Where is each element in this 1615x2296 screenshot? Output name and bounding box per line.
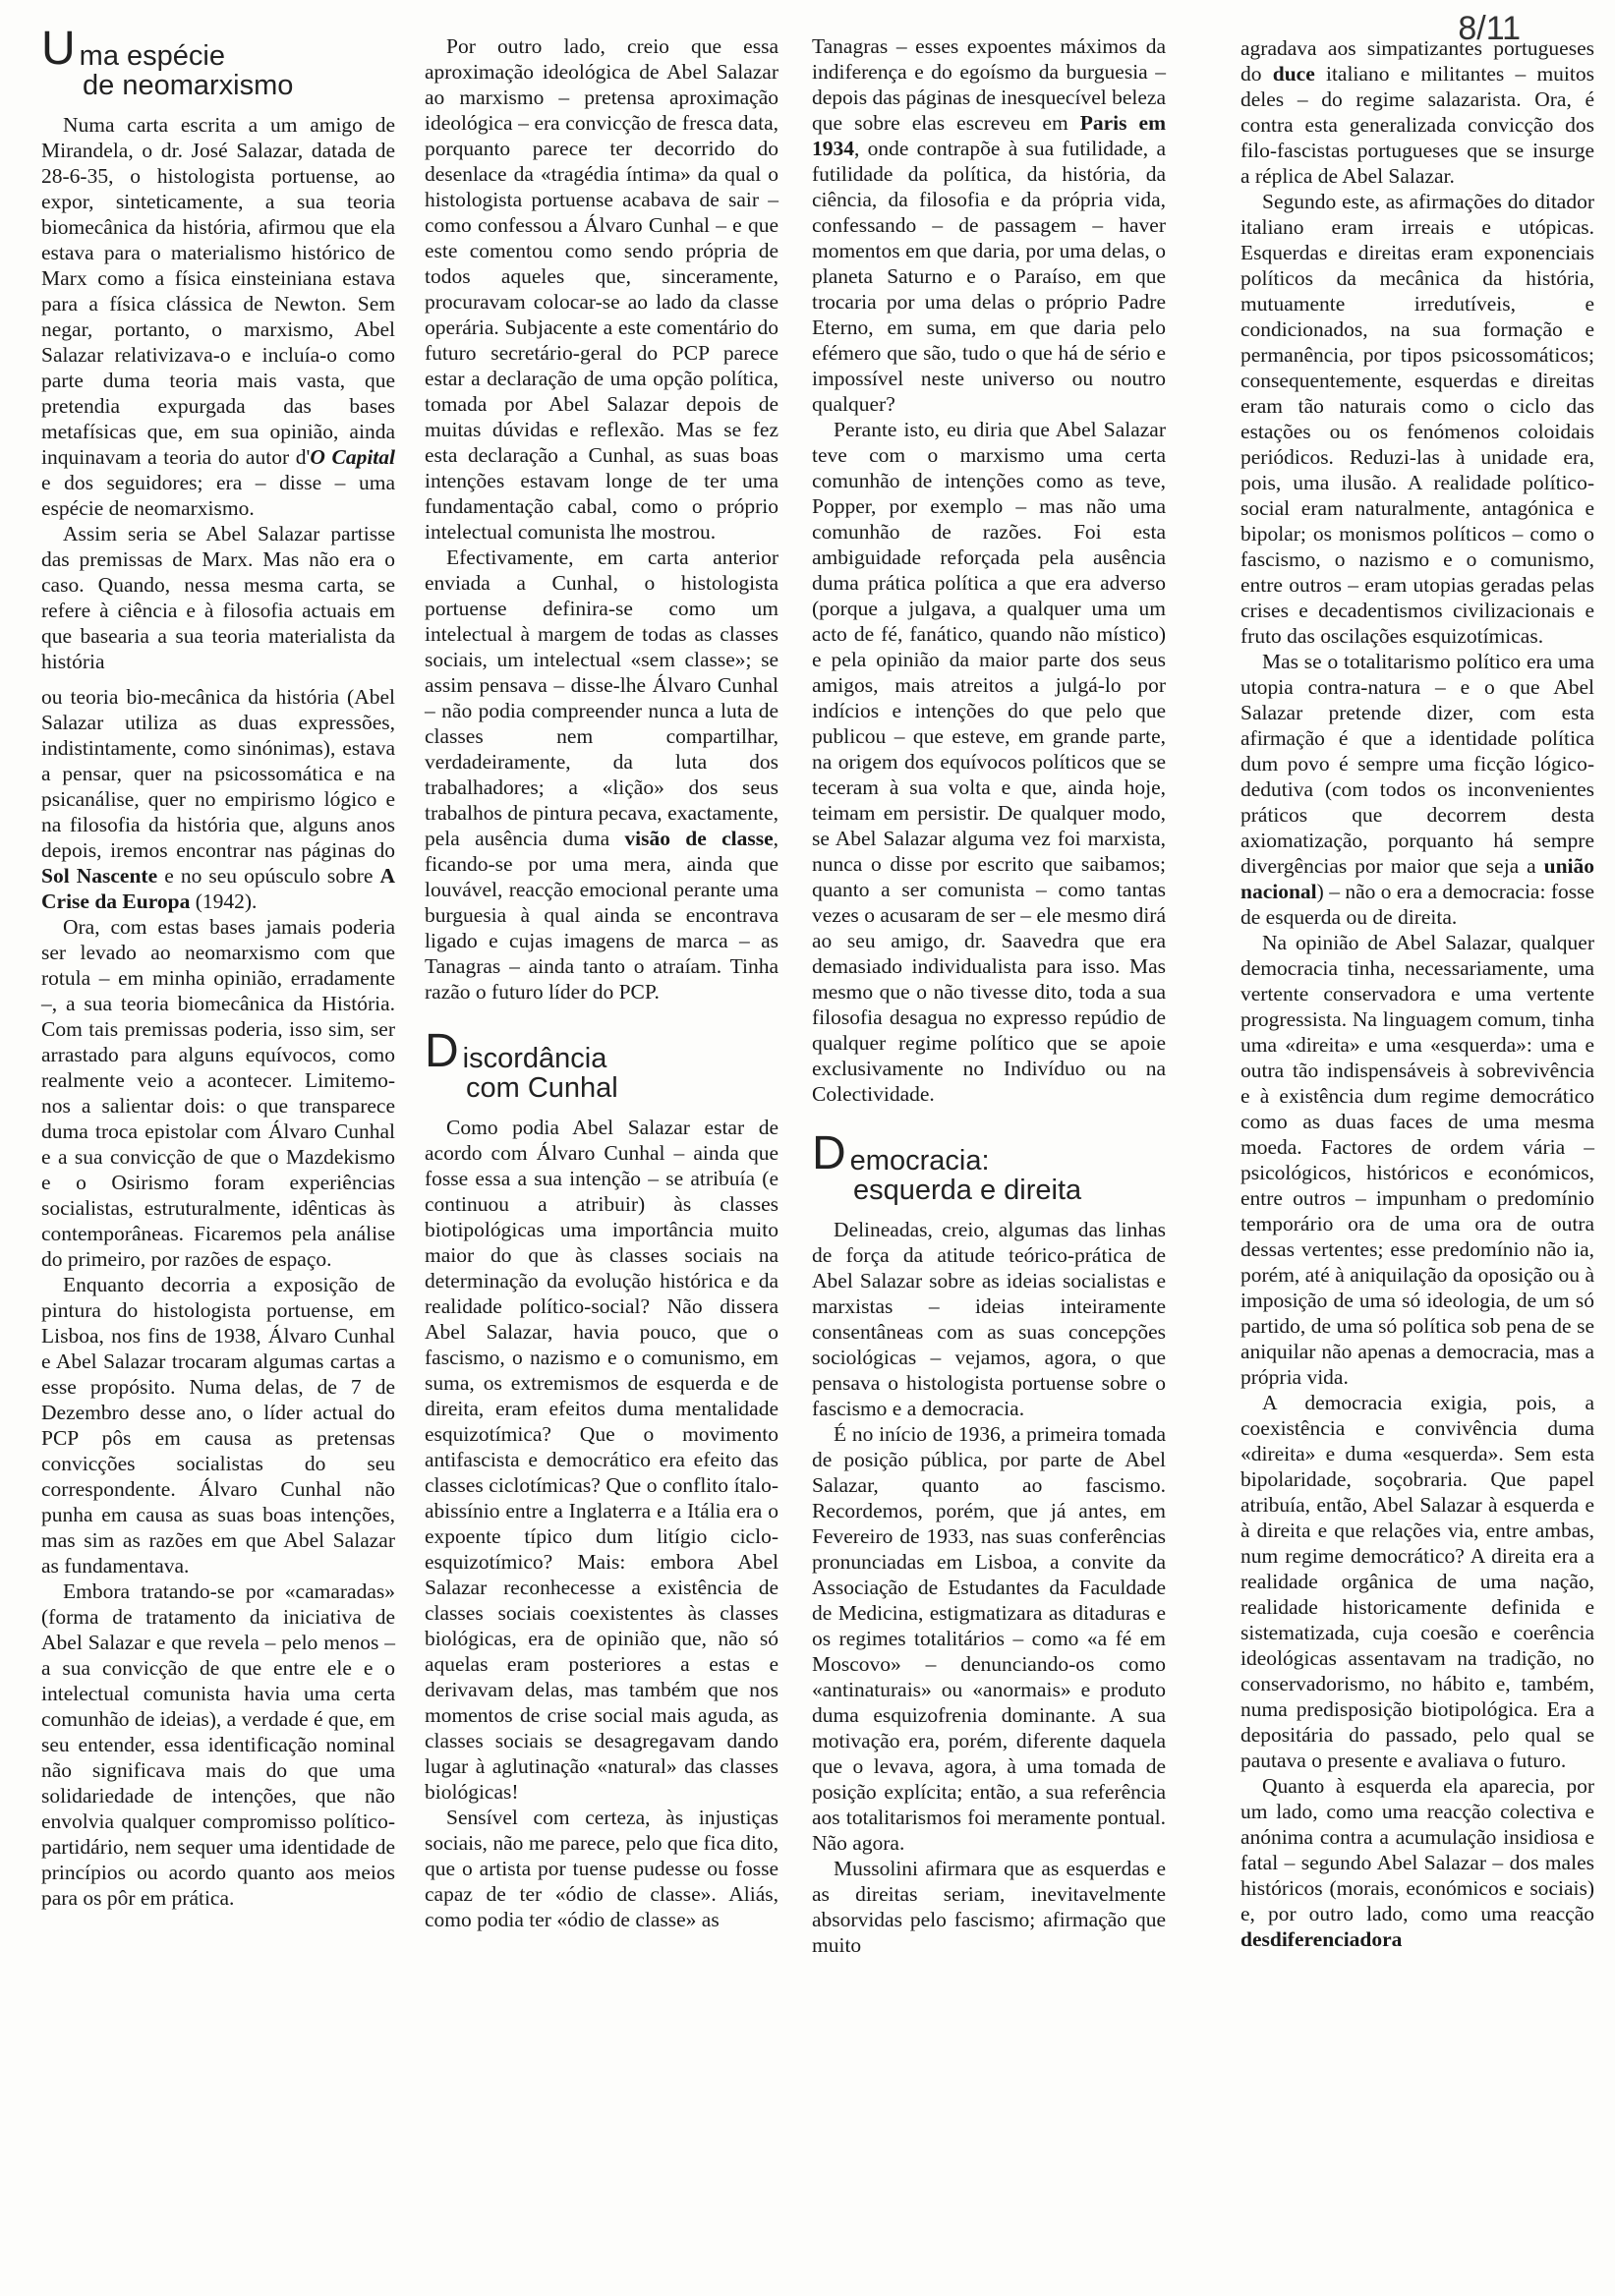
paragraph: Embora tratando-se por «camaradas» (forma de tratamento da iniciativa de Abel Salazar e que revela – pelo menos – a sua convicção de que entre ele e o intelectual comunista havia uma certa comunhão de ideias), a verdade é que, em seu entender, essa identificação nominal não significava mais do que uma solidariedade de intenções, que não envolvia qualquer compromisso político-partidário, nem sequer uma identidade de princípios ou acordo quanto aos meios para os pôr em prática. <box>41 1579 395 1910</box>
paragraph: ou teoria bio-mecânica da história (Abel Salazar utiliza as duas expressões, indistintamente, como sinónimas), estava a pensar, quer na psicossomática e na psicanálise, quer no empirismo lógico e na filosofia da história que, alguns anos depois, iremos encontrar nas páginas do Sol Nascente e no seu opúsculo sobre A Crise da Europa (1942). <box>41 685 395 913</box>
column-1 <box>41 23 395 1911</box>
column-4 <box>1240 29 1594 1952</box>
column-3 <box>812 33 1166 1958</box>
page-number: 8/11 <box>1458 10 1521 47</box>
paragraph: Sensível com certeza, às injustiças sociais, não me parece, pelo que fica dito, que o artista por tuense pudesse ou fosse capaz de ter «ódio de classe». Aliás, como podia ter «ódio de classe» as <box>425 1806 779 1931</box>
paragraph: Delineadas, creio, algumas das linhas de força da atitude teórico-prática de Abel Salazar sobre as ideias socialistas e marxistas – ideias inteiramente consentâneas com as suas concepções sociológicas – vejamos, agora, o que pensava o histologista portuense sobre o fascismo e a democracia. <box>812 1218 1166 1420</box>
heading-line-2: de neomarxismo <box>83 70 294 101</box>
paragraph: Numa carta escrita a um amigo de Mirandela, o dr. José Salazar, datada de 28-6-35, o histologista portuense, ao expor, sinteticamente, a sua teoria biomecânica da história, afirmou que ela estava para o materialismo histórico de Marx como a física einsteiniana estava para a física clássica de Newton. Sem negar, portanto, o marxismo, Abel Salazar relativizava-o e incluía-o como parte duma teoria mais vasta, que pretendia expurgada das bases metafísicas que, em sua opinião, ainda inquinavam a teoria do autor d'O Capital e dos seguidores; era – disse – uma espécie de neomarxismo. <box>41 113 395 520</box>
paragraph: É no início de 1936, a primeira tomada de posição pública, por parte de Abel Salazar, quanto ao fascismo. Recordemos, porém, que já antes, em Fevereiro de 1933, nas suas conferências pronunciadas em Lisboa, a convite da Associação de Estudantes da Faculdade de Medicina, estigmatizara as ditaduras e os regimes totalitários – como «a fé em Moscovo» – denunciando-os como «antinaturais» ou «anormais» e produto duma esquizofrenia dominante. A sua motivação era, porém, diferente daquela que o levava, agora, à uma tomada de posição explícita; então, a sua referência aos totalitarismos foi meramente pontual. Não agora. <box>812 1422 1166 1855</box>
heading-line-2: com Cunhal <box>466 1072 618 1104</box>
section-heading-neomarxismo <box>41 23 395 101</box>
heading-line-1: emocracia: <box>849 1145 990 1177</box>
paragraph: agradava aos simpatizantes portugueses do duce italiano e militantes – muitos deles – do regime salazarista. Ora, é contra esta generalizada convicção dos filo-fascistas portugueses que se insurge a réplica de Abel Salazar. <box>1240 36 1594 188</box>
paragraph: Enquanto decorria a exposição de pintura do histologista portuense, em Lisboa, nos fins de 1938, Álvaro Cunhal e Abel Salazar trocaram algumas cartas a esse propósito. Numa delas, de 7 de Dezembro desse ano, o líder actual do PCP pôs em causa as pretensas convicções socialistas do seu correspondente. Álvaro Cunhal não punha em causa as suas boas intenções, mas sim as razões em que Abel Salazar as fundamentava. <box>41 1273 395 1578</box>
paragraph: Ora, com estas bases jamais poderia ser levado ao neomarxismo com que rotula – em minha opinião, erradamente –, a sua teoria biomecânica da História. Com tais premissas poderia, isso sim, ser arrastado para alguns equívocos, como realmente veio a acontecer. Limitemo-nos a salientar dois: o que transparece duma troca epistolar com Álvaro Cunhal e a sua convicção de que o Mazdekismo e o Osirismo foram experiências socialistas, estruturalmente, idênticas às contemporâneas. Ficaremos pela análise do primeiro, por razões de espaço. <box>41 915 395 1271</box>
heading-line-1: iscordância <box>462 1043 607 1074</box>
column-2 <box>425 33 779 1932</box>
heading-initial: D <box>812 1127 846 1179</box>
paragraph: Na opinião de Abel Salazar, qualquer democracia tinha, necessariamente, uma vertente conservadora e uma vertente progressista. Na linguagem comum, tinha uma «direita» e uma «esquerda»: uma e outra tão indispensáveis à sobrevivência e à existência dum regime democrático como as duas faces de uma mesma moeda. Factores de ordem vária – psicológicos, históricos e económicos, entre outros – impunham o predomínio temporário ora de uma ora de outra dessas vertentes; esse predomínio não ia, porém, até à aniquilação da oposição ou à imposição de uma só ideologia, de um só partido, de uma só política sob pena de se aniquilar não apenas a democracia, mas a própria vida. <box>1240 931 1594 1389</box>
heading-line-2: esquerda e direita <box>853 1175 1082 1206</box>
paragraph: Por outro lado, creio que essa aproximação ideológica de Abel Salazar ao marxismo – pretensa aproximação ideológica – era convicção de fresca data, porquanto parece ter decorrido do desenlace da «tragédia íntima» da qual o histologista portuense acabava de sair – como confessou a Álvaro Cunhal – e que este comentou como sendo própria de todos aqueles que, sinceramente, procuravam colocar-se ao lado da classe operária. Subjacente a este comentário do futuro secretário-geral do PCP parece estar a declaração de uma opção política, tomada por Abel Salazar depois de muitas dúvidas e reflexão. Mas se fez esta declaração a Cunhal, as suas boas intenções estavam longe de ter uma fundamentação cabal, como o próprio intelectual comunista lhe mostrou. <box>425 34 779 544</box>
heading-initial: U <box>41 23 76 75</box>
paragraph: Como podia Abel Salazar estar de acordo com Álvaro Cunhal – ainda que fosse essa a sua intenção – se atribuía (e continuou a atribuir) às classes biotipológicas uma importância muito maior do que às classes sociais na determinação da evolução histórica e da realidade político-social? Não dissera Abel Salazar, havia pouco, que o fascismo, o nazismo e o comunismo, em suma, os extremismos de esquerda e de direita, eram efeitos duma mentalidade esquizotímica? Que o movimento antifascista e democrático era efeito das classes ciclotímicas? Que o conflito ítalo-abissínio entre a Inglaterra e a Itália era o expoente típico dum litígio ciclo-esquizotímico? Mais: embora Abel Salazar reconhecesse a existência de classes sociais coexistentes às classes biológicas, era de opinião que, não só aquelas eram posteriores a estas e derivavam delas, mas também que nos momentos de crise social mais aguda, as classes sociais se desagregavam dando lugar à aglutinação «natural» das classes biológicas! <box>425 1116 779 1804</box>
section-heading-democracia <box>812 1127 1166 1206</box>
paragraph: Mussolini afirmara que as esquerdas e as direitas seriam, inevitavelmente absorvidas pelo fascismo; afirmação que muito <box>812 1857 1166 1957</box>
heading-line-1: ma espécie <box>79 40 225 72</box>
paragraph: Segundo este, as afirmações do ditador italiano eram irreais e utópicas. Esquerdas e direitas eram exponenciais políticos da mecânica da história, mutuamente irredutíveis, e condicionados, na sua formação e permanência, por tipos psicossomáticos; consequentemente, esquerdas e direitas eram tão naturais como o ciclo das estações ou os fenómenos coloidais periódicos. Reduzi-las à unidade era, pois, uma ilusão. A realidade político-social eram naturalmente, antagónica e bipolar; os monismos políticos – como o fascismo, o nazismo e o comunismo, entre outros – eram utopias geradas pelas crises e decadentismos civilizacionais e fruto das oscilações esquizotímicas. <box>1240 190 1594 648</box>
heading-initial: D <box>425 1025 459 1077</box>
paragraph: A democracia exigia, pois, a coexistência e convivência duma «direita» e duma «esquerda». Sem esta bipolaridade, soçobraria. Que papel atribuía, então, Abel Salazar à esquerda e à direita e que relações via, entre ambas, num regime democrático? A direita era a realidade orgânica de uma nação, realidade historicamente definida e sistematizada, cuja coesão e coerência ideológicas assentavam na tradição, no conservadorismo, no hábito e, também, numa predisposição biotipológica. Era a depositária do passado, pelo qual se pautava o presente e avaliava o futuro. <box>1240 1391 1594 1772</box>
paragraph: Tanagras – esses expoentes máximos da indiferença e do egoísmo da burguesia – depois das páginas de inesquecível beleza que sobre elas escreveu em Paris em 1934, onde contrapõe à sua futilidade, a futilidade da política, da história, da ciência, da filosofia e da própria vida, confessando – de passagem – haver momentos em que daria, por uma delas, o planeta Saturno e o Paraíso, em que trocaria por uma delas o próprio Padre Eterno, em suma, em que daria pelo efémero que são, tudo o que há de sério e impossível neste universo ou noutro qualquer? <box>812 34 1166 416</box>
paragraph: Quanto à esquerda ela aparecia, por um lado, como uma reacção colectiva e anónima contra a acumulação insidiosa e fatal – segundo Abel Salazar – dos males históricos (morais, económicos e sociais) e, por outro lado, como uma reacção desdiferenciadora <box>1240 1774 1594 1951</box>
paragraph: Perante isto, eu diria que Abel Salazar teve com o marxismo uma certa comunhão de intenções como as teve, Popper, por exemplo – mas não uma comunhão de razões. Foi esta ambiguidade reforçada pela ausência duma prática política a que era adverso (porque a julgava, a qualquer uma um acto de fé, fanático, quando não místico) e pela opinião da maior parte dos seus amigos, mais atreitos a julgá-lo por indícios e intenções do que pelo que publicou – que esteve, em grande parte, na origem dos equívocos políticos que se teceram à sua volta e que, ainda hoje, teimam em persistir. De qualquer modo, se Abel Salazar alguma vez foi marxista, nunca o disse por escrito que saibamos; quanto a ser comunista – como tantas vezes o acusaram de ser – ele mesmo dirá ao seu amigo, dr. Saavedra que era demasiado individualista para isso. Mas mesmo que o não tivesse dito, toda a sua filosofia desagua no expresso repúdio de qualquer regime político que se apoie exclusivamente no Indivíduo ou na Colectividade. <box>812 418 1166 1106</box>
paragraph: Mas se o totalitarismo político era uma utopia contra-natura – e o que Abel Salazar pretende dizer, com esta afirmação é que a identidade política dum povo é sempre uma ficção lógico-dedutiva (com todos os inconvenientes práticos que decorrem desta axiomatização, porquanto há sempre divergências por maior que seja a união nacional) – não o era a democracia: fosse de esquerda ou de direita. <box>1240 650 1595 929</box>
paragraph: Efectivamente, em carta anterior enviada a Cunhal, o histologista portuense definira-se como um intelectual à margem de todas as classes sociais, um intelectual «sem classe»; se assim pensava – disse-lhe Álvaro Cunhal – não podia compreender nunca a luta de classes nem compartilhar, verdadeiramente, da luta dos trabalhadores; a «lição» dos seus trabalhos de pintura pecava, exactamente, pela ausência duma visão de classe, ficando-se por uma mera, ainda que louvável, reacção emocional perante uma burguesia à qual ainda se encontrava ligado e cujas imagens de marca – as Tanagras – ainda tanto o atraíam. Tinha razão o futuro líder do PCP. <box>425 545 779 1004</box>
section-heading-discordancia <box>425 1025 779 1104</box>
paragraph: Assim seria se Abel Salazar partisse das premissas de Marx. Mas não era o caso. Quando, nessa mesma carta, se refere à ciência e à filosofia actuais em que basearia a sua teoria materialista da história <box>41 522 395 673</box>
